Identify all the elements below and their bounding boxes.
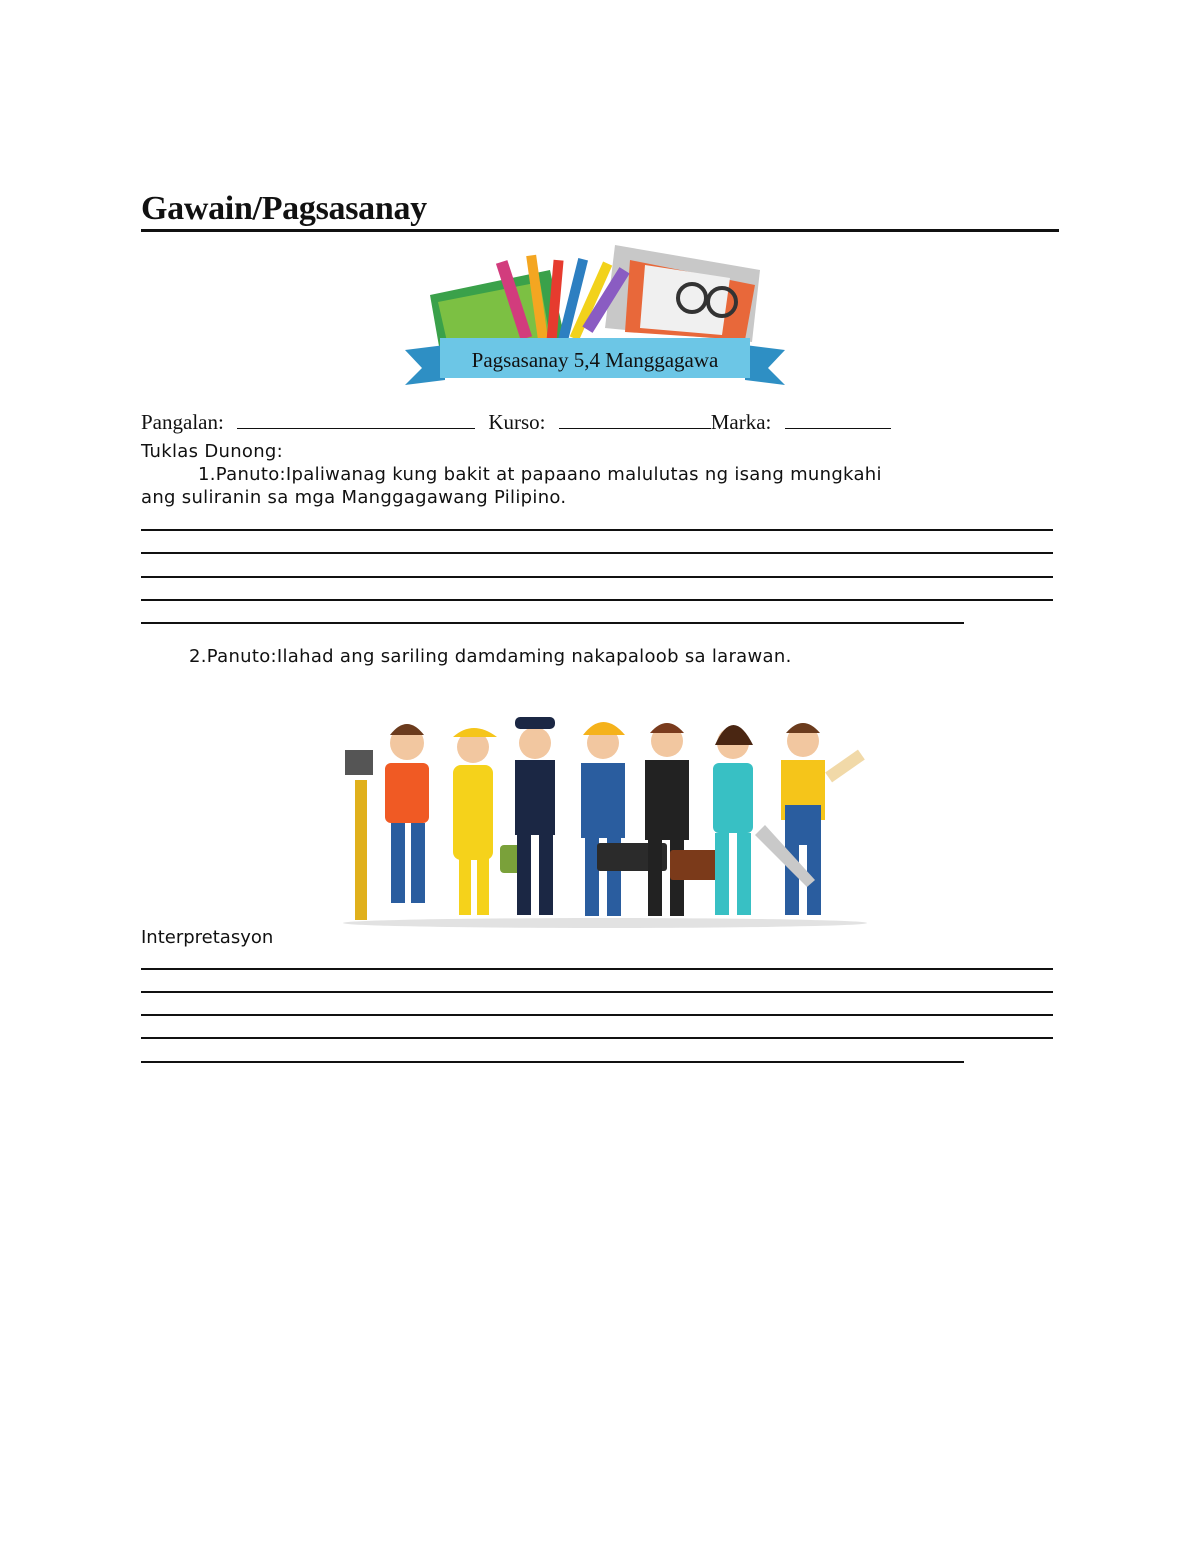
answer-line[interactable] xyxy=(141,529,1053,531)
workers-group-illustration xyxy=(335,705,870,930)
title-divider xyxy=(141,229,1059,232)
answer-line[interactable] xyxy=(141,576,1053,578)
answer-line[interactable] xyxy=(141,1037,1053,1039)
course-label: Kurso: xyxy=(488,410,546,434)
answer-line[interactable] xyxy=(141,599,1053,601)
grade-field[interactable] xyxy=(785,410,891,429)
answer-line[interactable] xyxy=(141,1061,964,1063)
school-supplies-illustration xyxy=(400,240,790,400)
answer-line[interactable] xyxy=(141,622,964,624)
instruction-1: 1.Panuto:Ipaliwanag kung bakit at papaano malulutas ng isang mungkahi xyxy=(198,464,882,485)
student-info-row xyxy=(141,410,891,435)
answer-line[interactable] xyxy=(141,552,1053,554)
answer-line[interactable] xyxy=(141,991,1053,993)
instruction-2: 2.Panuto:Ilahad ang sariling damdaming nakapaloob sa larawan. xyxy=(189,646,792,667)
instruction-1-continued: ang suliranin sa mga Manggagawang Pilipino. xyxy=(141,487,567,508)
section-heading: Tuklas Dunong: xyxy=(141,441,284,462)
page-title: Gawain/Pagsasanay xyxy=(141,190,427,227)
name-field[interactable] xyxy=(237,410,475,429)
course-field[interactable] xyxy=(559,410,711,429)
grade-label: Marka: xyxy=(710,410,772,434)
interpretation-label: Interpretasyon xyxy=(141,927,274,948)
name-label: Pangalan: xyxy=(141,410,224,434)
banner-label: Pagsasanay 5,4 Manggagawa xyxy=(471,348,719,372)
answer-line[interactable] xyxy=(141,1014,1053,1016)
answer-line[interactable] xyxy=(141,968,1053,970)
